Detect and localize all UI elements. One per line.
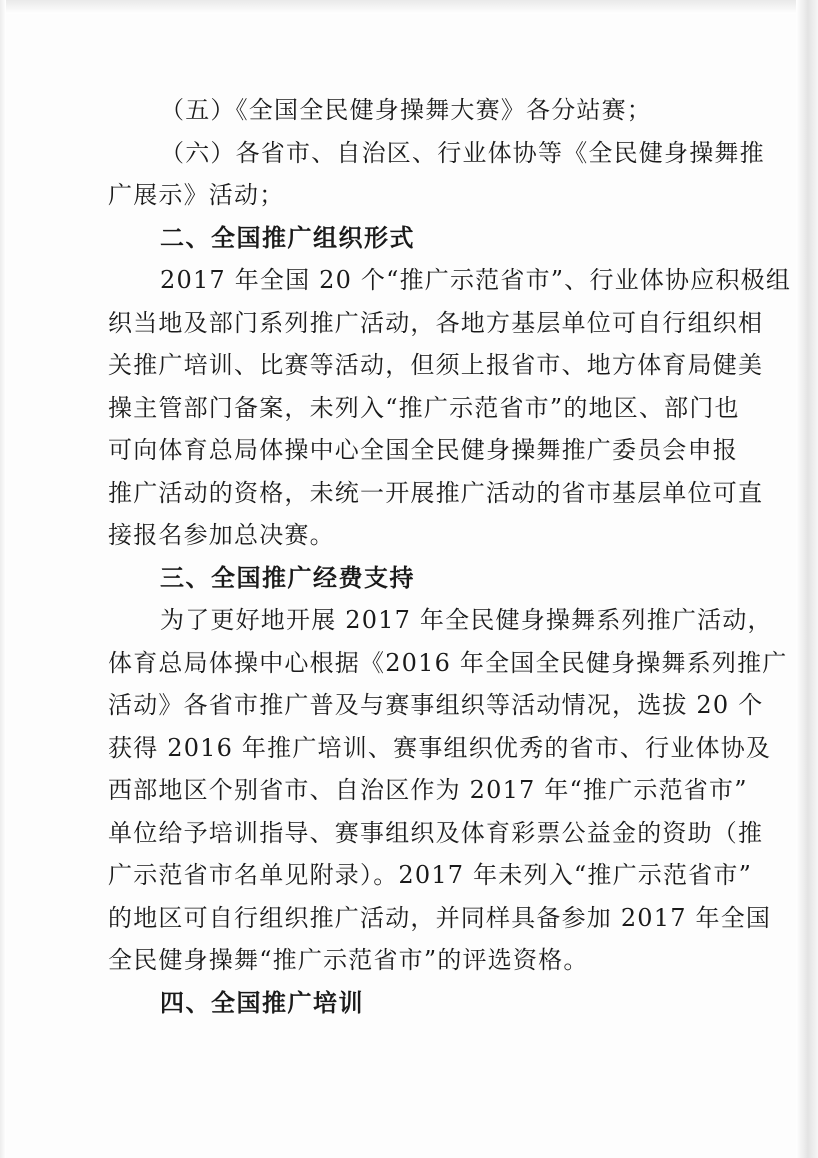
document-body — [108, 90, 792, 1025]
text-line: 西部地区个别省市、自治区作为 2017 年“推广示范省市” — [108, 776, 748, 804]
text-line: 体育总局体操中心根据《2016 年全国全民健身操舞系列推广 — [108, 648, 788, 677]
section-heading: 二、全国推广组织形式 — [160, 222, 415, 252]
text-line: （五）《全国全民健身操舞大赛》各分站赛； — [160, 96, 652, 124]
text-line: 全民健身操舞“推广示范省市”的评选资格。 — [108, 946, 589, 974]
section-heading: 四、全国推广培训 — [160, 987, 364, 1017]
text-line: 活动》各省市推广普及与赛事组织等活动情况，选拔 20 个 — [108, 691, 764, 719]
text-line: 广展示》活动； — [108, 181, 285, 209]
text-line: 2017 年全国 20 个“推广示范省市”、行业体协应积极组 — [160, 266, 792, 294]
text-line: 推广活动的资格，未统一开展推广活动的省市基层单位可直 — [108, 478, 764, 507]
text-line: 广示范省市名单见附录）。2017 年未列入“推广示范省市” — [108, 861, 753, 889]
text-line: 操主管部门备案，未列入“推广示范省市”的地区、部门也 — [108, 393, 740, 422]
scan-edge-right — [796, 0, 818, 1158]
text-line: 接报名参加总决赛。 — [108, 521, 335, 549]
scan-edge-top — [0, 0, 818, 14]
text-line: 单位给予培训指导、赛事组织及体育彩票公益金的资助（推 — [108, 818, 764, 847]
text-line: 的地区可自行组织推广活动，并同样具备参加 2017 年全国 — [108, 903, 772, 932]
section-heading: 三、全国推广经费支持 — [160, 562, 415, 592]
text-line: （六）各省市、自治区、行业体协等《全民健身操舞推 — [160, 138, 765, 167]
text-line: 可向体育总局体操中心全国全民健身操舞推广委员会申报 — [108, 436, 738, 464]
text-line: 织当地及部门系列推广活动，各地方基层单位可自行组织相 — [108, 308, 764, 337]
scan-edge-left — [0, 0, 6, 1158]
text-line: 关推广培训、比赛等活动，但须上报省市、地方体育局健美 — [108, 351, 764, 379]
text-line: 为了更好地开展 2017 年全民健身操舞系列推广活动， — [160, 606, 773, 634]
text-line: 获得 2016 年推广培训、赛事组织优秀的省市、行业体协及 — [108, 733, 772, 762]
